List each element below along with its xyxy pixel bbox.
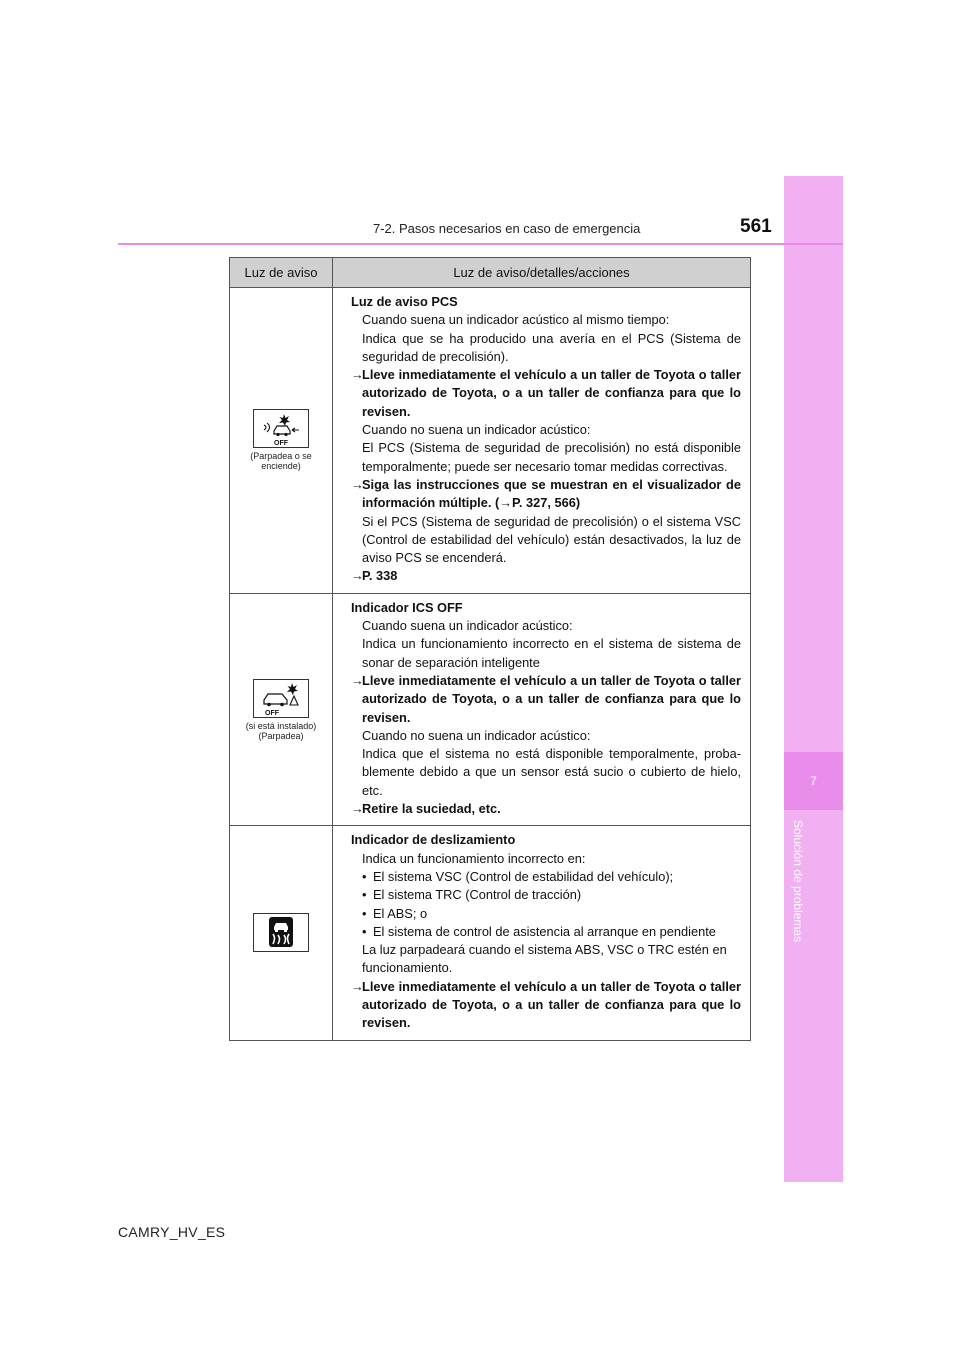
col-header-light: Luz de aviso bbox=[230, 258, 333, 288]
slip-indicator-icon bbox=[253, 913, 309, 952]
pcs-warning-icon bbox=[253, 409, 309, 448]
text-line: Indica un funcionamiento incorrecto en el sistema de sistema de sonar de separación inteligente bbox=[362, 636, 741, 670]
col-header-details: Luz de aviso/detalles/acciones bbox=[333, 258, 751, 288]
text-line: Cuando no suena un indicador acústico: bbox=[362, 422, 591, 438]
text-line: Cuando suena un indicador acústico al mismo tiempo: bbox=[362, 312, 670, 328]
chapter-title: Solución de problemas bbox=[791, 820, 805, 943]
arrow-icon: → bbox=[351, 367, 364, 383]
text-line: Cuando suena un indicador acústico: bbox=[362, 618, 573, 634]
arrow-icon: → bbox=[351, 476, 364, 492]
chapter-sidebar bbox=[784, 176, 843, 1182]
arrow-icon: → bbox=[351, 568, 364, 584]
icon-caption: (Parpadea o se enciende) bbox=[250, 451, 312, 472]
bullet-item: • El ABS; o bbox=[362, 905, 428, 921]
page-reference[interactable]: → P. 338 bbox=[351, 567, 741, 585]
action-line: → Retire la suciedad, etc. bbox=[351, 800, 741, 818]
icon-cell bbox=[230, 288, 333, 594]
table-header-row bbox=[230, 258, 751, 288]
page-number: 561 bbox=[740, 216, 772, 237]
header-rule bbox=[118, 243, 843, 245]
icon-caption: (si está instalado) (Parpadea) bbox=[245, 720, 317, 741]
bullet-item: • El sistema de control de asistencia al arranque en pendiente bbox=[362, 923, 716, 939]
text-line: El PCS (Sistema de seguridad de precolisión) no está disponible temporalmente; puede ser necesario tomar medidas correctivas. bbox=[362, 440, 741, 474]
arrow-icon: → bbox=[351, 672, 364, 688]
footer-model: CAMRY_HV_ES bbox=[118, 1224, 226, 1240]
bullet-item: • El sistema VSC (Control de estabilidad del vehículo); bbox=[362, 868, 674, 884]
arrow-icon: → bbox=[351, 978, 364, 994]
text-line: Indica que el sistema no está disponible temporalmente, proba-blemente debido a que un sensor está sucio o cubierto de hielo, etc. bbox=[362, 746, 741, 798]
description-cell bbox=[333, 826, 751, 1040]
chapter-number-tab[interactable]: 7 bbox=[784, 752, 843, 810]
section-title: 7-2. Pasos necesarios en caso de emergencia bbox=[373, 221, 641, 236]
action-line: → Lleve inmediatamente el vehículo a un taller de Toyota o taller autorizado de Toyota, o a un taller de confianza para que lo revisen. bbox=[351, 672, 741, 725]
action-line: → Lleve inmediatamente el vehículo a un taller de Toyota o taller autorizado de Toyota, o a un taller de confianza para que lo revisen. bbox=[351, 367, 741, 419]
text-line: Indica un funcionamiento incorrecto en: bbox=[362, 850, 586, 866]
arrow-icon: → bbox=[351, 801, 364, 817]
table-row bbox=[230, 593, 751, 826]
icon-cell bbox=[230, 826, 333, 1040]
entry-title: Indicador de deslizamiento bbox=[351, 832, 516, 848]
text-line: Si el PCS (Sistema de seguridad de precolisión) o el sistema VSC (Control de estabilidad del vehículo) están desactivados, la luz de aviso PCS se encenderá. bbox=[362, 513, 741, 566]
warning-light-table bbox=[229, 257, 751, 1041]
text-line: La luz parpadeará cuando el sistema ABS, VSC o TRC estén en funcionamiento. bbox=[362, 942, 727, 976]
bullet-item: • El sistema TRC (Control de tracción) bbox=[362, 887, 582, 903]
text-line: Indica que se ha producido una avería en el PCS (Sistema de seguridad de precolisión). bbox=[362, 330, 741, 364]
svg-text:OFF: OFF bbox=[265, 709, 279, 717]
ics-off-icon bbox=[253, 679, 309, 718]
icon-cell bbox=[230, 593, 333, 826]
description-cell bbox=[333, 593, 751, 826]
action-line: → Siga las instrucciones que se muestran en el visualizador de información múltiple. (→P. 327, 566) bbox=[351, 476, 741, 511]
table-row bbox=[230, 826, 751, 1040]
entry-title: Luz de aviso PCS bbox=[351, 294, 458, 309]
table-row bbox=[230, 288, 751, 594]
description-cell bbox=[333, 288, 751, 594]
action-line: → Lleve inmediatamente el vehículo a un taller de Toyota o taller autorizado de Toyota, o a un taller de confianza para que lo revisen. bbox=[351, 978, 741, 1031]
svg-text:OFF: OFF bbox=[274, 440, 288, 448]
entry-title: Indicador ICS OFF bbox=[351, 599, 463, 615]
text-line: Cuando no suena un indicador acústico: bbox=[362, 727, 591, 743]
